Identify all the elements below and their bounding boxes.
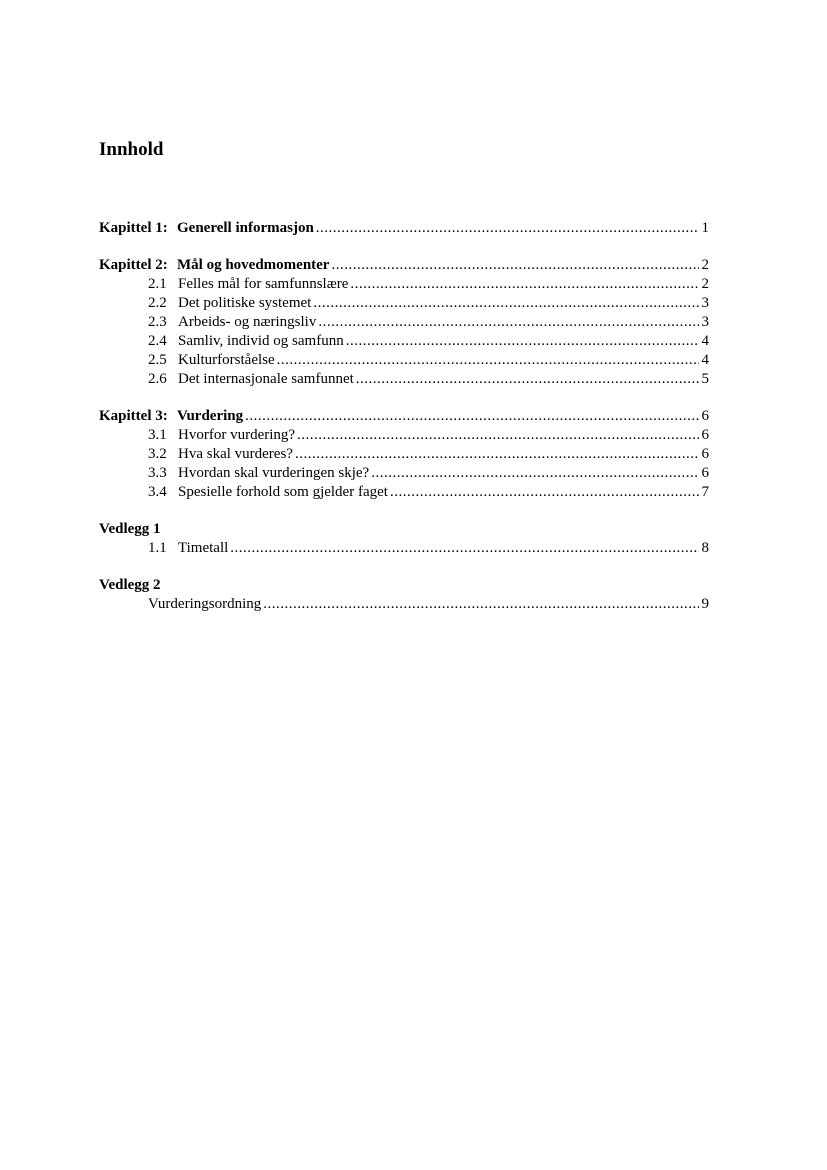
toc-dot-leader [356, 370, 699, 389]
toc-section-number: 2.6 [148, 371, 167, 387]
toc-entry-title: Arbeids- og næringsliv [178, 314, 317, 330]
toc-section-entry[interactable] [99, 539, 709, 558]
page-title: Innhold [99, 139, 164, 160]
toc-entry-title: Hvordan skal vurderingen skje? [178, 465, 370, 481]
toc-page-number: 2 [701, 257, 709, 273]
toc-entry-title: Timetall [178, 540, 229, 556]
toc-section-entry[interactable] [99, 351, 709, 370]
toc-entry-label [99, 351, 275, 370]
toc-entry-title: Generell informasjon [177, 220, 314, 236]
toc-entry-title: Vurderingsordning [148, 596, 262, 612]
toc-page-number: 6 [701, 465, 709, 481]
toc-dot-leader [230, 539, 699, 558]
toc-section-entry[interactable] [99, 483, 709, 502]
toc-dot-leader [331, 256, 699, 275]
toc-dot-leader [346, 332, 699, 351]
toc-page-number: 9 [701, 596, 709, 612]
toc-appendix-title: Vedlegg 2 [99, 577, 161, 593]
toc-appendix-heading [99, 520, 709, 539]
toc-entry-label [99, 294, 311, 313]
toc-section-number: 3.3 [148, 465, 167, 481]
toc-section-entry[interactable] [99, 595, 709, 614]
toc-page-number: 3 [701, 314, 709, 330]
toc-page-number: 5 [701, 371, 709, 387]
toc-chapter-number: Kapittel 1: [99, 220, 168, 236]
toc-section-number: 1.1 [148, 540, 167, 556]
toc-entry-title: Det internasjonale samfunnet [178, 371, 354, 387]
toc-entry-label [99, 256, 329, 275]
toc-chapter-number: Kapittel 3: [99, 408, 168, 424]
toc-entry-title: Samliv, individ og samfunn [178, 333, 344, 349]
toc-page-number: 2 [701, 276, 709, 292]
toc-chapter-entry[interactable] [99, 407, 709, 426]
toc-chapter-entry[interactable] [99, 256, 709, 275]
table-of-contents [99, 219, 709, 614]
toc-dot-leader [245, 407, 699, 426]
toc-entry-title: Kulturforståelse [178, 352, 275, 368]
toc-entry-title: Felles mål for samfunnslære [178, 276, 349, 292]
toc-section-number: 3.2 [148, 446, 167, 462]
toc-entry-label [99, 313, 316, 332]
toc-dot-leader [316, 219, 699, 238]
toc-entry-title: Det politiske systemet [178, 295, 312, 311]
toc-section-number: 3.4 [148, 484, 167, 500]
toc-section-number: 2.1 [148, 276, 167, 292]
toc-dot-leader [295, 445, 699, 464]
toc-entry-title: Hvorfor vurdering? [178, 427, 296, 443]
toc-entry-title: Spesielle forhold som gjelder faget [178, 484, 388, 500]
toc-section-number: 2.5 [148, 352, 167, 368]
toc-section-entry[interactable] [99, 445, 709, 464]
toc-entry-label [99, 407, 243, 426]
toc-entry-label [99, 539, 228, 558]
toc-dot-leader [390, 483, 699, 502]
toc-page-number: 1 [701, 220, 709, 236]
toc-section-entry[interactable] [99, 313, 709, 332]
toc-chapter-number: Kapittel 2: [99, 257, 168, 273]
toc-dot-leader [318, 313, 699, 332]
toc-page-number: 8 [701, 540, 709, 556]
toc-dot-leader [263, 595, 699, 614]
toc-appendix-title: Vedlegg 1 [99, 521, 161, 537]
toc-page-number: 7 [701, 484, 709, 500]
toc-dot-leader [313, 294, 699, 313]
toc-appendix-heading [99, 576, 709, 595]
toc-page-number: 6 [701, 408, 709, 424]
toc-section-entry[interactable] [99, 370, 709, 389]
toc-page-number: 3 [701, 295, 709, 311]
toc-entry-title: Vurdering [177, 408, 244, 424]
toc-entry-label [99, 464, 369, 483]
toc-entry-label [99, 445, 293, 464]
toc-section-entry[interactable] [99, 332, 709, 351]
toc-section-number: 2.3 [148, 314, 167, 330]
toc-section-number: 3.1 [148, 427, 167, 443]
toc-section-entry[interactable] [99, 294, 709, 313]
toc-entry-title: Hva skal vurderes? [178, 446, 293, 462]
toc-entry-label [99, 332, 344, 351]
toc-entry-label [99, 595, 261, 614]
toc-section-number: 2.4 [148, 333, 167, 349]
toc-dot-leader [277, 351, 699, 370]
toc-page-number: 4 [701, 352, 709, 368]
toc-entry-label [99, 275, 348, 294]
toc-section-entry[interactable] [99, 426, 709, 445]
toc-dot-leader [297, 426, 699, 445]
toc-entry-label [99, 426, 295, 445]
toc-entry-title: Mål og hovedmomenter [177, 257, 330, 273]
toc-section-number: 2.2 [148, 295, 167, 311]
toc-section-entry[interactable] [99, 275, 709, 294]
toc-page-number: 6 [701, 446, 709, 462]
toc-page-number: 6 [701, 427, 709, 443]
toc-chapter-entry[interactable] [99, 219, 709, 238]
toc-section-entry[interactable] [99, 464, 709, 483]
toc-dot-leader [371, 464, 699, 483]
toc-entry-label [99, 483, 388, 502]
toc-entry-label [99, 219, 314, 238]
toc-page-number: 4 [701, 333, 709, 349]
toc-entry-label [99, 370, 354, 389]
toc-dot-leader [350, 275, 699, 294]
